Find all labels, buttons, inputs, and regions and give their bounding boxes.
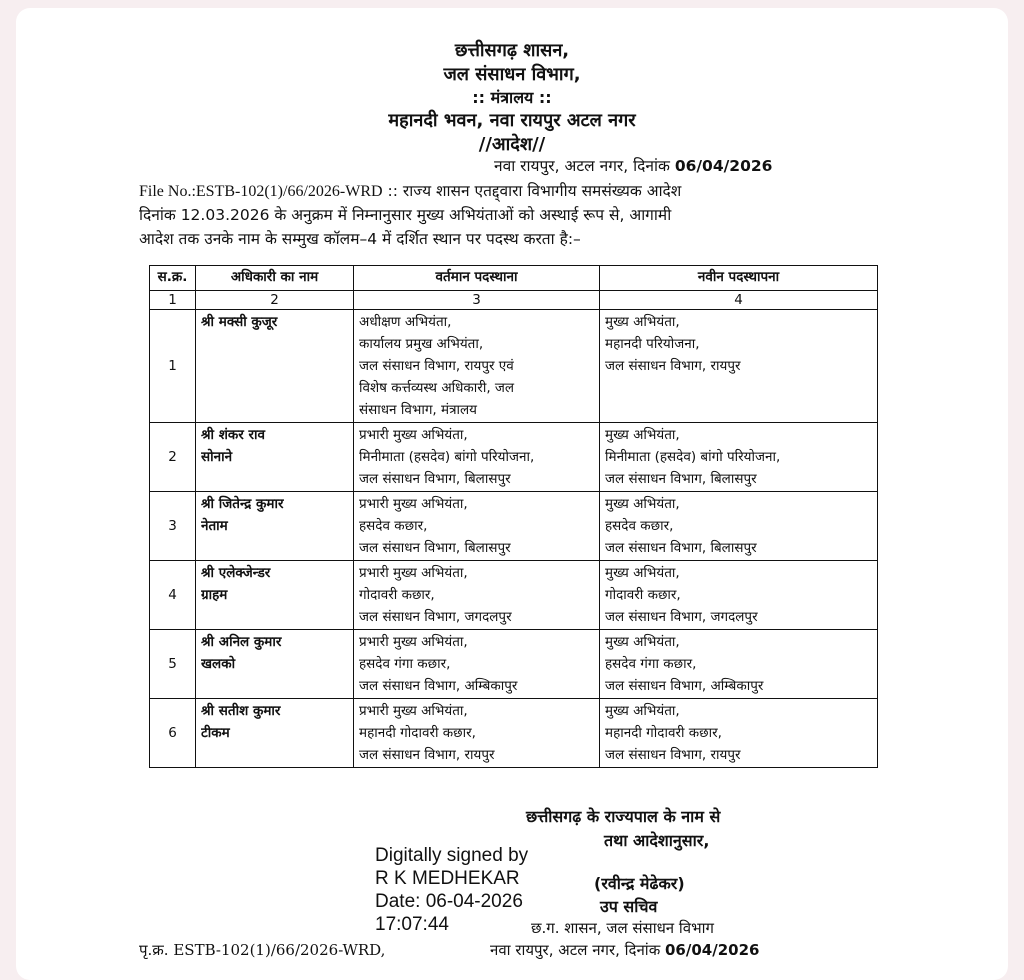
new-posting-cell [600, 630, 878, 699]
new-posting-cell [600, 699, 878, 768]
officer-name-line: टीकम [201, 725, 230, 741]
officer-name-line: श्री अनिल कुमार [201, 634, 282, 650]
new-posting-line: हसदेव गंगा कछार, [605, 656, 697, 672]
current-posting-line: जल संसाधन विभाग, अम्बिकापुर [359, 678, 518, 694]
current-posting-line: महानदी गोदावरी कछार, [359, 725, 476, 741]
current-posting-cell [354, 630, 600, 699]
officer-name-line: खलको [201, 656, 236, 672]
governor-authority-line-1: छत्तीसगढ़ के राज्यपाल के नाम से [526, 807, 721, 826]
body-line-1 [139, 179, 681, 201]
dateline-date: 06/04/2026 [674, 157, 773, 175]
new-posting-line: जल संसाधन विभाग, बिलासपुर [605, 471, 757, 487]
table-row [150, 699, 878, 768]
signer-department: छ.ग. शासन, जल संसाधन विभाग [531, 919, 715, 937]
current-posting-line: हसदेव कछार, [359, 518, 428, 534]
current-posting-cell [354, 310, 600, 423]
officer-name-cell [196, 310, 354, 423]
current-posting-cell [354, 423, 600, 492]
serial-cell: 3 [150, 492, 196, 561]
signer-name: (रवीन्द्र मेढेकर) [594, 874, 685, 893]
col-header-officer-name: अधिकारी का नाम [196, 266, 354, 291]
officer-name-cell [196, 699, 354, 768]
new-posting-line: मुख्य अभियंता, [605, 703, 680, 719]
officer-name-cell [196, 423, 354, 492]
signer-title: उप सचिव [600, 897, 658, 916]
current-posting-line: प्रभारी मुख्य अभियंता, [359, 565, 468, 581]
officer-name-cell [196, 630, 354, 699]
table-row [150, 492, 878, 561]
current-posting-line: विशेष कर्त्तव्यस्थ अधिकारी, जल [359, 380, 515, 396]
new-posting-cell [600, 492, 878, 561]
current-posting-line: प्रभारी मुख्य अभियंता, [359, 703, 468, 719]
current-posting-line: जल संसाधन विभाग, रायपुर एवं [359, 358, 514, 374]
table-row [150, 630, 878, 699]
new-posting-line: मुख्य अभियंता, [605, 565, 680, 581]
serial-cell: 6 [150, 699, 196, 768]
new-posting-line: मुख्य अभियंता, [605, 496, 680, 512]
footer-date: 06/04/2026 [665, 941, 760, 959]
current-posting-cell [354, 699, 600, 768]
governor-authority-line-2: तथा आदेशानुसार, [604, 831, 710, 850]
new-posting-line: जल संसाधन विभाग, रायपुर [605, 358, 741, 374]
current-posting-line: कार्यालय प्रमुख अभियंता, [359, 336, 484, 352]
officer-name-line: श्री शंकर राव [201, 427, 266, 443]
new-posting-line: जल संसाधन विभाग, अम्बिकापुर [605, 678, 764, 694]
officer-name-cell [196, 492, 354, 561]
officer-name-line: श्री एलेक्जेन्डर [201, 565, 271, 581]
digital-signature-line: Date: 06-04-2026 [375, 891, 523, 912]
current-posting-cell [354, 561, 600, 630]
file-number: File No.:ESTB-102(1)/66/2026-WRD [139, 183, 383, 200]
new-posting-line: मुख्य अभियंता, [605, 427, 680, 443]
officer-name-cell [196, 561, 354, 630]
table-column-number-row [150, 291, 878, 310]
digital-signature-line: R K MEDHEKAR [375, 868, 520, 889]
endorsement-number [139, 940, 385, 960]
table-row [150, 561, 878, 630]
order-document [16, 8, 1008, 980]
table-row [150, 423, 878, 492]
header-state: छत्तीसगढ़ शासन, [454, 40, 570, 61]
current-posting-line: जल संसाधन विभाग, बिलासपुर [359, 471, 511, 487]
officer-name-line: सोनाने [201, 449, 233, 465]
header-ministry: :: मंत्रालय :: [472, 88, 552, 107]
header-department: जल संसाधन विभाग, [443, 64, 581, 85]
new-posting-line: मुख्य अभियंता, [605, 314, 680, 330]
current-posting-line: अधीक्षण अभियंता, [359, 314, 452, 330]
officer-name-line: श्री जितेन्द्र कुमार [201, 496, 284, 512]
officer-name-line: ग्राहम [201, 587, 228, 603]
digital-signature-line: 17:07:44 [375, 914, 449, 935]
current-posting-cell [354, 492, 600, 561]
endorsement-number-text: पृ.क्र. ESTB-102(1)/66/2026-WRD, [139, 941, 386, 959]
current-posting-line: प्रभारी मुख्य अभियंता, [359, 496, 468, 512]
dateline-place: नवा रायपुर, अटल नगर, दिनांक [494, 157, 670, 175]
new-posting-line: हसदेव कछार, [605, 518, 674, 534]
current-posting-line: जल संसाधन विभाग, रायपुर [359, 747, 495, 763]
col-number: 4 [600, 291, 878, 310]
current-posting-line: गोदावरी कछार, [359, 587, 435, 603]
col-number: 1 [150, 291, 196, 310]
new-posting-cell [600, 423, 878, 492]
dateline [494, 154, 772, 176]
digital-signature-line: Digitally signed by [375, 845, 529, 866]
new-posting-line: गोदावरी कछार, [605, 587, 681, 603]
new-posting-cell [600, 561, 878, 630]
serial-cell: 4 [150, 561, 196, 630]
new-posting-cell [600, 310, 878, 423]
col-number: 2 [196, 291, 354, 310]
current-posting-line: जल संसाधन विभाग, बिलासपुर [359, 540, 511, 556]
col-number: 3 [354, 291, 600, 310]
footer-dateline [490, 940, 759, 960]
new-posting-line: मिनीमाता (हसदेव) बांगो परियोजना, [605, 449, 781, 465]
new-posting-line: महानदी गोदावरी कछार, [605, 725, 722, 741]
serial-cell: 2 [150, 423, 196, 492]
current-posting-line: संसाधन विभाग, मंत्रालय [359, 402, 478, 418]
current-posting-line: जल संसाधन विभाग, जगदलपुर [359, 609, 512, 625]
new-posting-line: जल संसाधन विभाग, जगदलपुर [605, 609, 758, 625]
table-row [150, 310, 878, 423]
header-order-title: //आदेश// [478, 134, 546, 155]
new-posting-line: जल संसाधन विभाग, बिलासपुर [605, 540, 757, 556]
serial-cell: 1 [150, 310, 196, 423]
digital-signature [375, 844, 528, 936]
officer-name-line: नेताम [201, 518, 228, 534]
header-address: महानदी भवन, नवा रायपुर अटल नगर [388, 110, 636, 131]
col-header-current-posting: वर्तमान पदस्थाना [354, 266, 600, 291]
current-posting-line: हसदेव गंगा कछार, [359, 656, 451, 672]
officer-name-line: श्री सतीश कुमार [201, 703, 281, 719]
table-header-row [150, 266, 878, 291]
body-line-1-text: :: राज्य शासन एतद्द्वारा विभागीय समसंख्यक आदेश [387, 182, 682, 200]
serial-cell: 5 [150, 630, 196, 699]
new-posting-line: जल संसाधन विभाग, रायपुर [605, 747, 741, 763]
current-posting-line: मिनीमाता (हसदेव) बांगो परियोजना, [359, 449, 535, 465]
current-posting-line: प्रभारी मुख्य अभियंता, [359, 634, 468, 650]
body-line-3: आदेश तक उनके नाम के सम्मुख कॉलम–4 में दर्शित स्थान पर पदस्थ करता है:– [139, 230, 581, 248]
col-header-serial: स.क्र. [150, 266, 196, 291]
new-posting-line: मुख्य अभियंता, [605, 634, 680, 650]
body-line-2: दिनांक 12.03.2026 के अनुक्रम में निम्नानुसार मुख्य अभियंताओं को अस्थाई रूप से, आगामी [139, 206, 672, 224]
current-posting-line: प्रभारी मुख्य अभियंता, [359, 427, 468, 443]
new-posting-line: महानदी परियोजना, [605, 336, 700, 352]
officer-name-line: श्री मक्सी कुजूर [201, 314, 278, 330]
posting-table [149, 265, 878, 768]
footer-place: नवा रायपुर, अटल नगर, दिनांक [490, 941, 661, 959]
col-header-new-posting: नवीन पदस्थापना [600, 266, 878, 291]
